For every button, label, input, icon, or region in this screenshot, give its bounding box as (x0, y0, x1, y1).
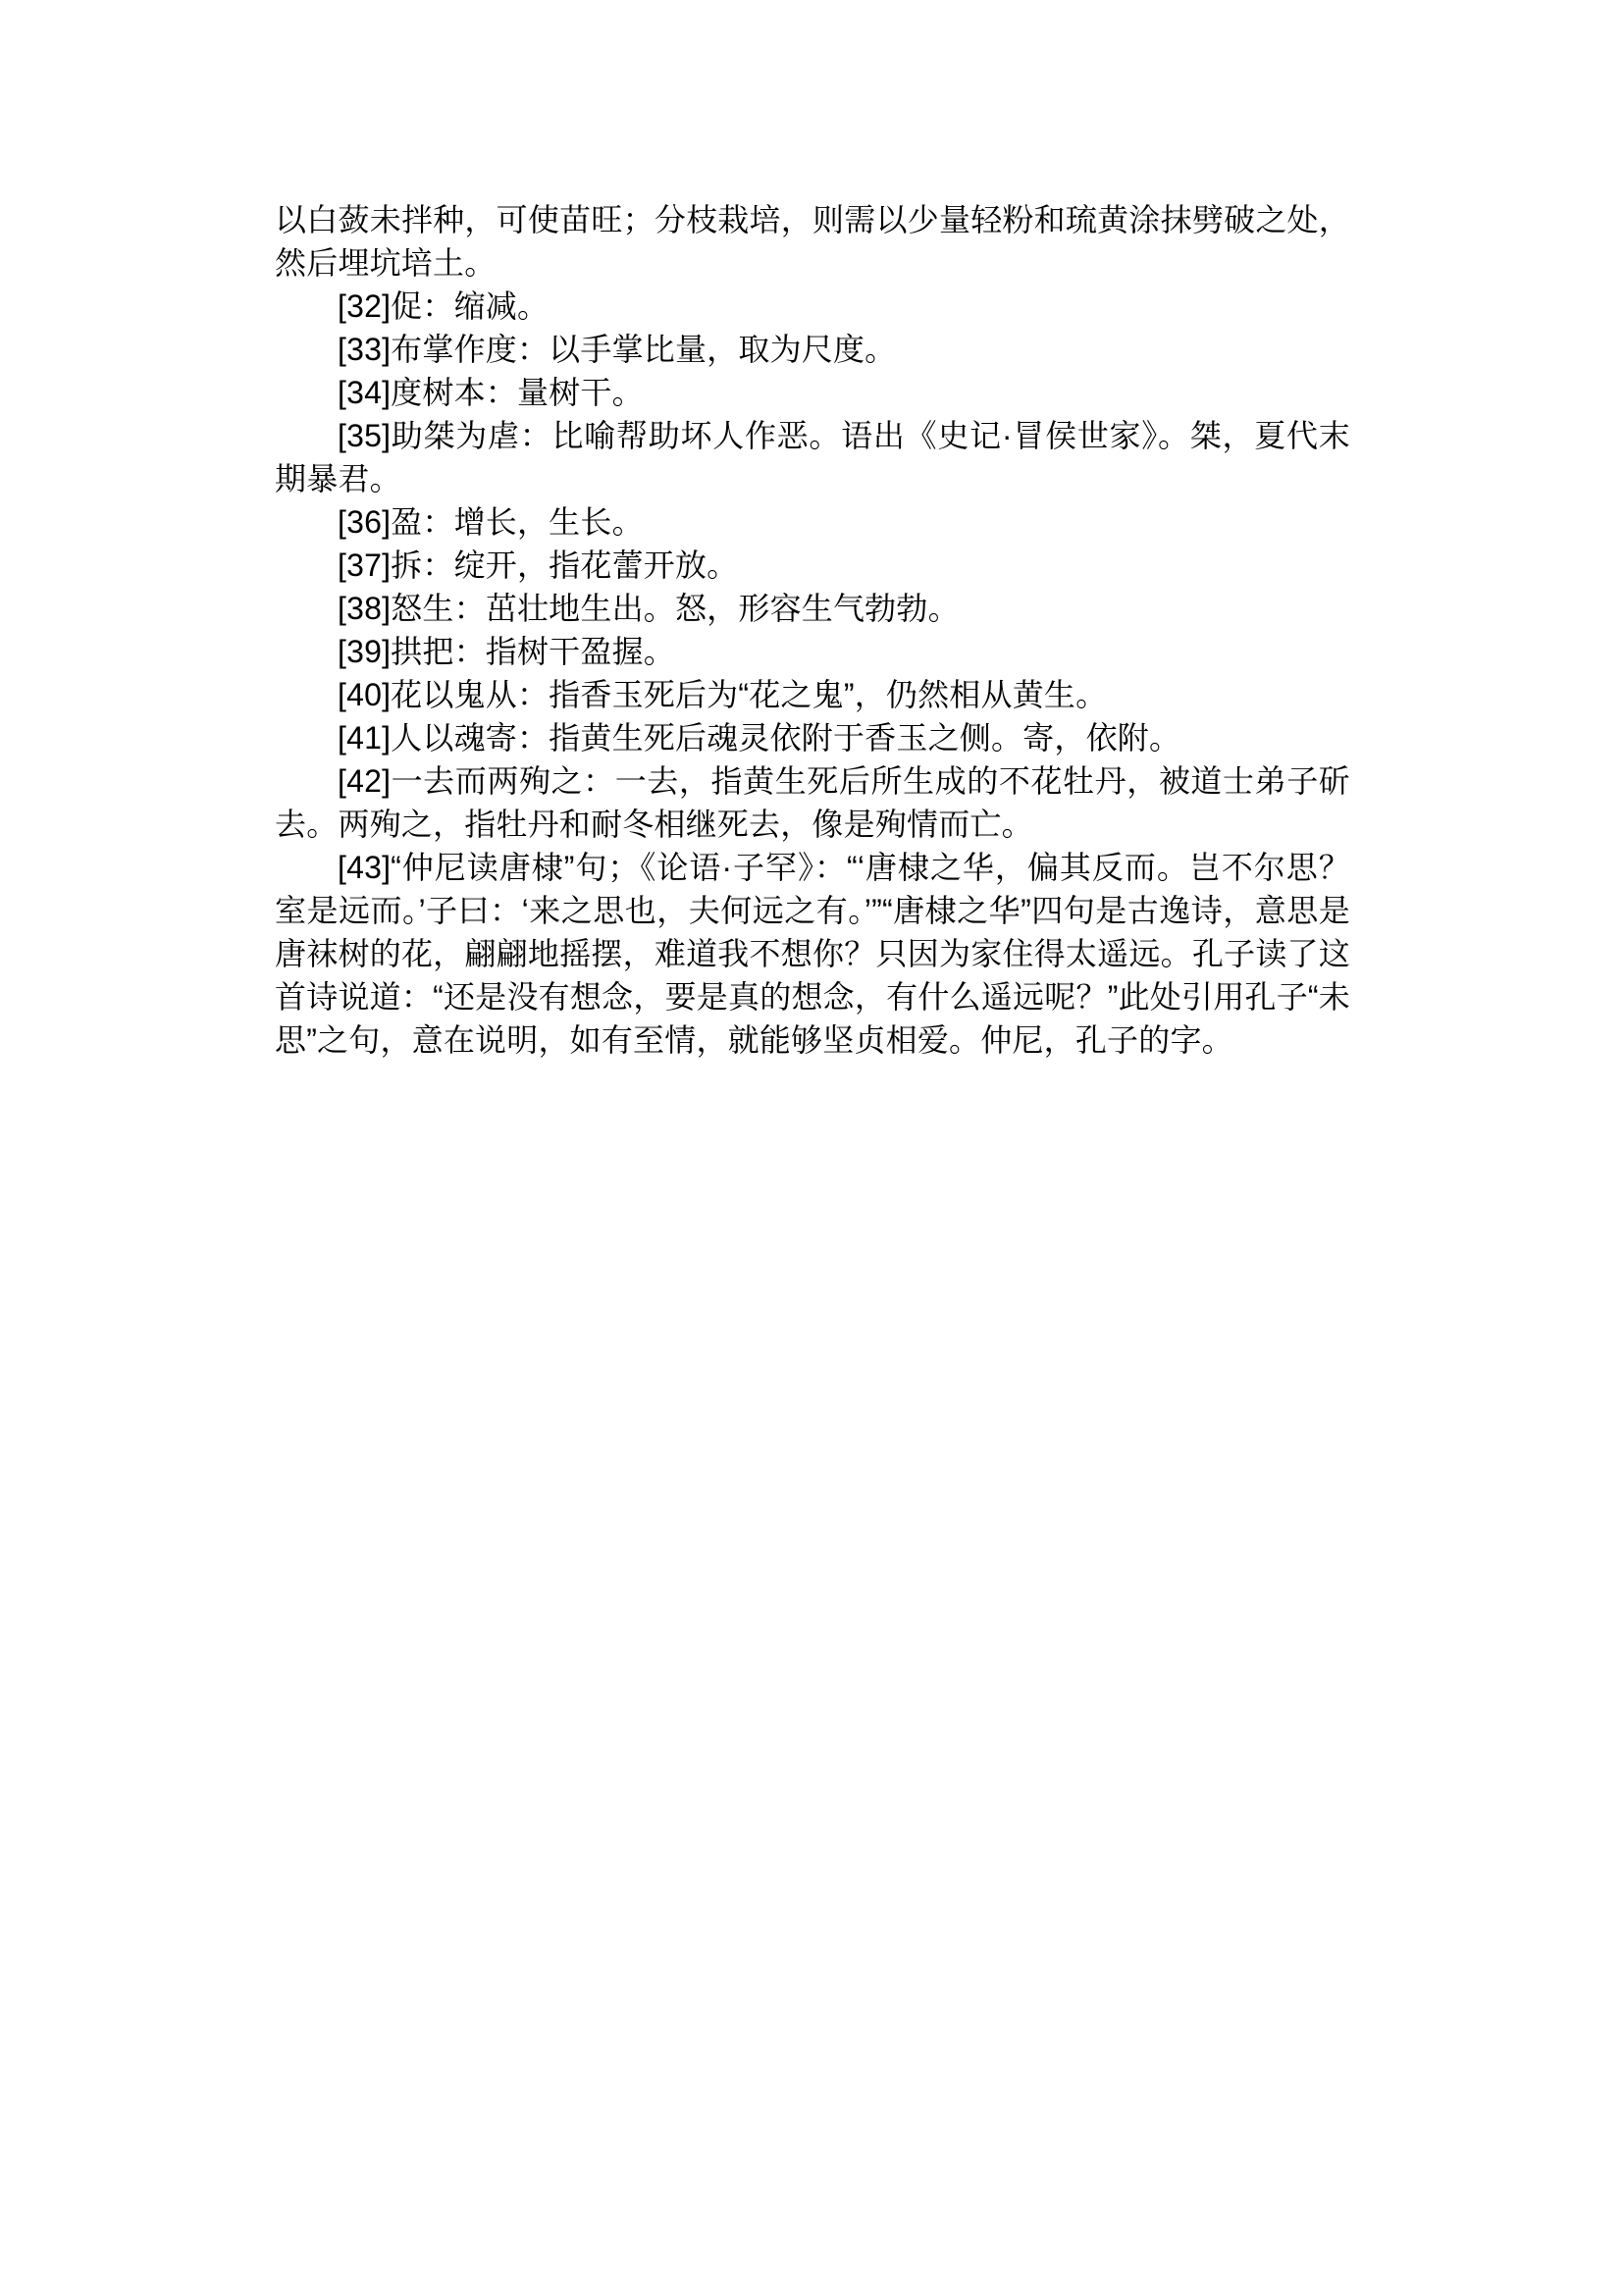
footnote-39: [39]拱把：指树干盈握。 (338, 634, 675, 669)
footnote-33: [33]布掌作度：以手掌比量，取为尺度。 (338, 332, 897, 367)
footnote-36: [36]盈：增长，生长。 (338, 504, 644, 540)
footnote-32: [32]促：缩减。 (338, 288, 550, 324)
footnote-43: [43]“仲尼读唐棣”句；《论语·子罕》：“‘唐棣之华，偏其反而。岂不尔思？室是远而。’子曰：‘来之思也，夫何远之有。’”“唐棣之华”四句是古逸诗，意思是唐袜树的花，翩翩地摇摆，难道我不想你？只因为家住得太遥远。孔子读了这首诗说道：“还是没有想念，要是真的想念，有什么遥远呢？”此处引用孔子“未思”之句，意在说明，如有至情，就能够坚贞相爱。仲尼，孔子的字。 (275, 850, 1350, 1058)
footnote-41: [41]人以魂寄：指黄生死后魂灵依附于香玉之侧。寄，依附。 (338, 720, 1181, 756)
footnote-38: [38]怒生：茁壮地生出。怒，形容生气勃勃。 (338, 591, 960, 626)
footnote-40: [40]花以鬼从：指香玉死后为“花之鬼”，仍然相从黄生。 (338, 677, 1108, 712)
footnote-42: [42]一去而两殉之：一去，指黄生死后所生成的不花牡丹，被道士弟子斫去。两殉之，指牡丹和耐冬相继死去，像是殉情而亡。 (275, 763, 1350, 842)
footnote-35: [35]助桀为虐：比喻帮助坏人作恶。语出《史记·冒侯世家》。桀，夏代末期暴君。 (275, 418, 1350, 496)
footnote-34: [34]度树本：量树干。 (338, 375, 644, 410)
paragraph-continuation: 以白蔹未拌种，可使苗旺；分枝栽培，则需以少量轻粉和琉黄涂抹劈破之处，然后埋坑培土。 (275, 202, 1350, 281)
footnote-37: [37]拆：绽开，指花蕾开放。 (338, 547, 739, 583)
annotations-text-block (275, 198, 1350, 1062)
